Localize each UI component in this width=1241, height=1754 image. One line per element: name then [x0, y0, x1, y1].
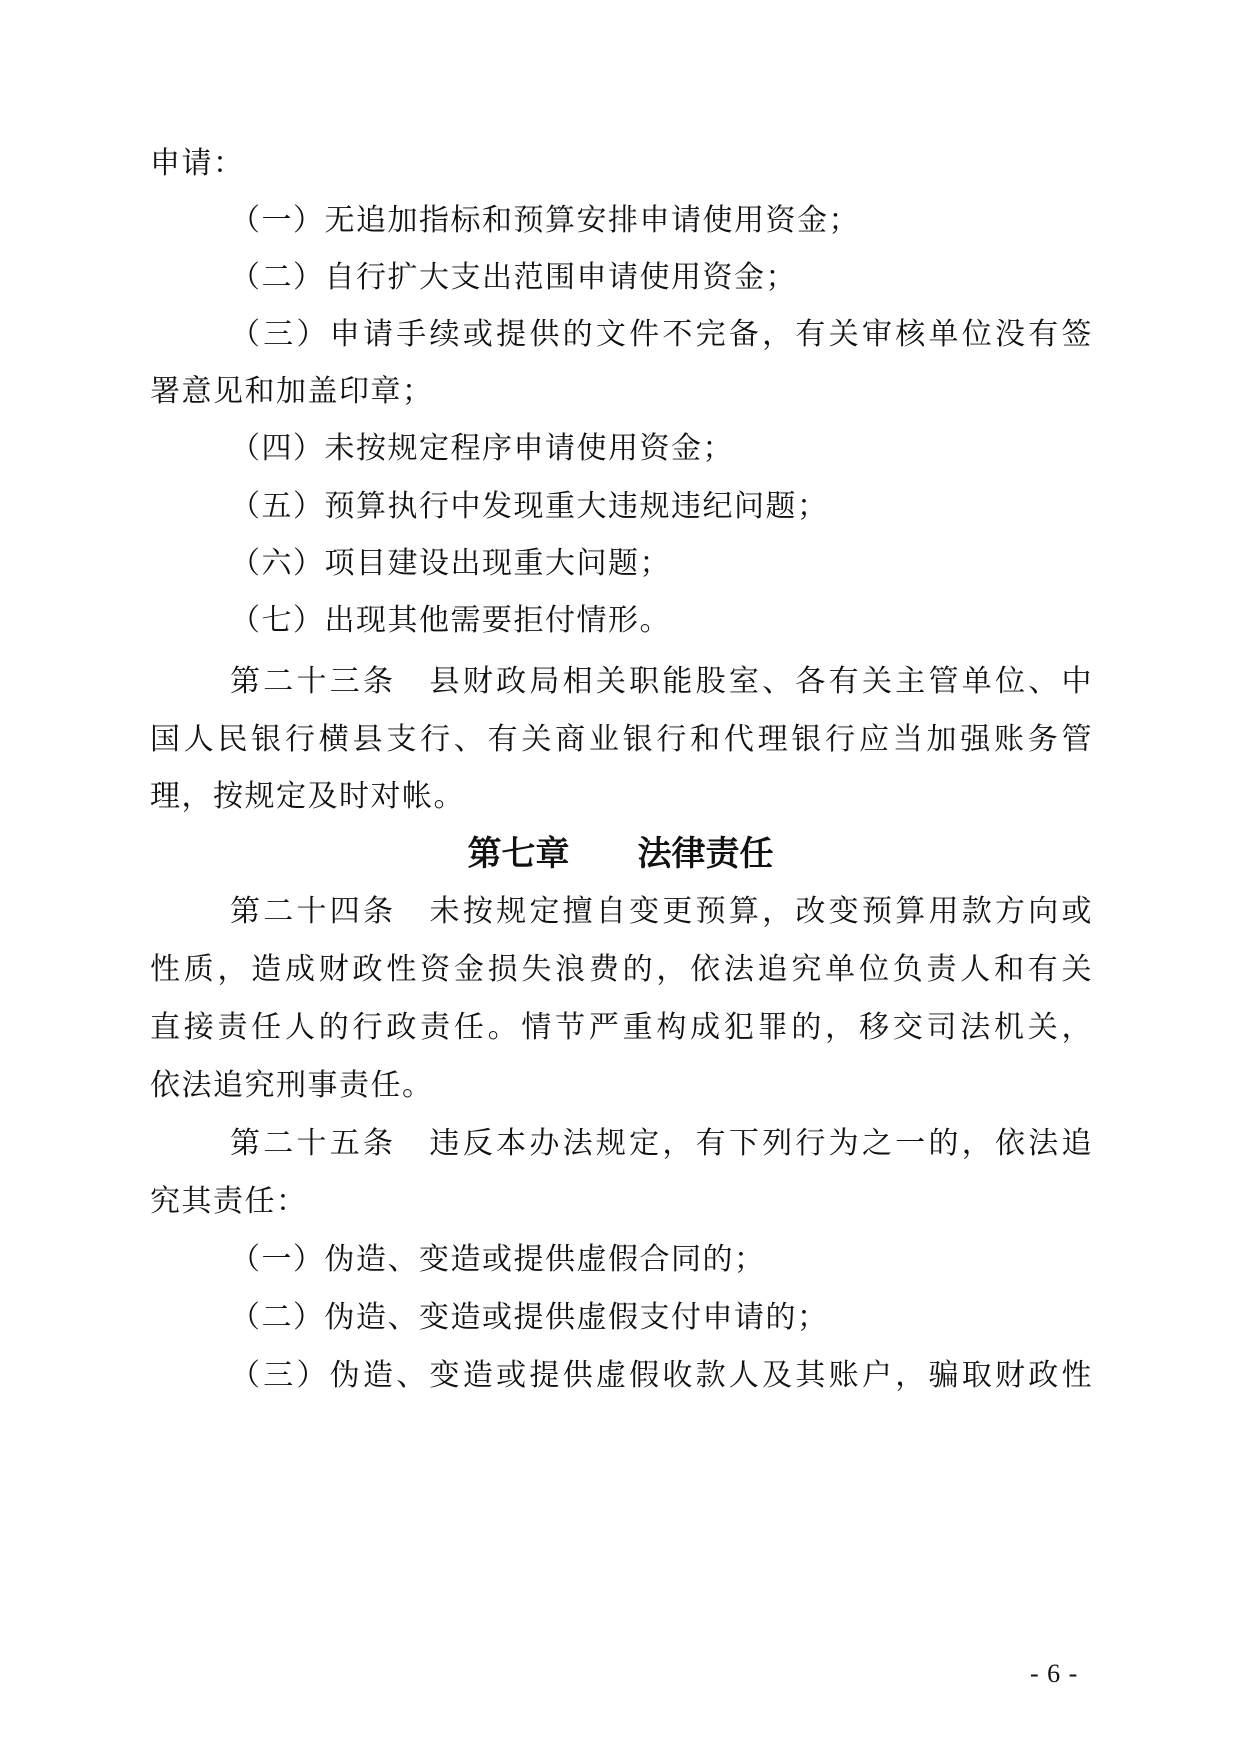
- chapter-heading: 第七章 法律责任: [467, 834, 774, 874]
- article-24-line: 依法追究刑事责任。: [150, 1068, 434, 1103]
- list-item: （二）伪造、变造或提供虚假支付申请的；: [230, 1300, 829, 1335]
- body-text-line: 署意见和加盖印章；: [150, 374, 434, 409]
- list-item: （一）伪造、变造或提供虚假合同的；: [230, 1242, 766, 1277]
- list-item: （一）无追加指标和预算安排申请使用资金；: [230, 203, 860, 238]
- page-number: - 6 -: [1030, 1659, 1079, 1688]
- article-24-line: 第二十四条 未按规定擅自变更预算，改变预算用款方向或: [230, 894, 1093, 929]
- article-25-line: 第二十五条 违反本办法规定，有下列行为之一的，依法追: [230, 1126, 1093, 1161]
- list-item: （六）项目建设出现重大问题；: [230, 546, 671, 581]
- list-item: （三）申请手续或提供的文件不完备，有关审核单位没有签: [230, 317, 1093, 352]
- list-item: （七）出现其他需要拒付情形。: [230, 603, 671, 638]
- article-24-line: 直接责任人的行政责任。情节严重构成犯罪的，移交司法机关，: [150, 1010, 1093, 1045]
- article-25-line: 究其责任：: [150, 1184, 308, 1219]
- article-23-line: 第二十三条 县财政局相关职能股室、各有关主管单位、中: [230, 664, 1093, 699]
- article-24-line: 性质，造成财政性资金损失浪费的，依法追究单位负责人和有关: [150, 952, 1093, 987]
- article-23-line: 理，按规定及时对帐。: [150, 779, 465, 814]
- article-23-line: 国人民银行横县支行、有关商业银行和代理银行应当加强账务管: [150, 722, 1093, 757]
- list-item: （二）自行扩大支出范围申请使用资金；: [230, 260, 797, 295]
- list-item: （五）预算执行中发现重大违规违纪问题；: [230, 489, 829, 524]
- list-item: （三）伪造、变造或提供虚假收款人及其账户，骗取财政性: [230, 1358, 1093, 1393]
- body-text-line: 申请：: [150, 146, 245, 181]
- list-item: （四）未按规定程序申请使用资金；: [230, 431, 734, 466]
